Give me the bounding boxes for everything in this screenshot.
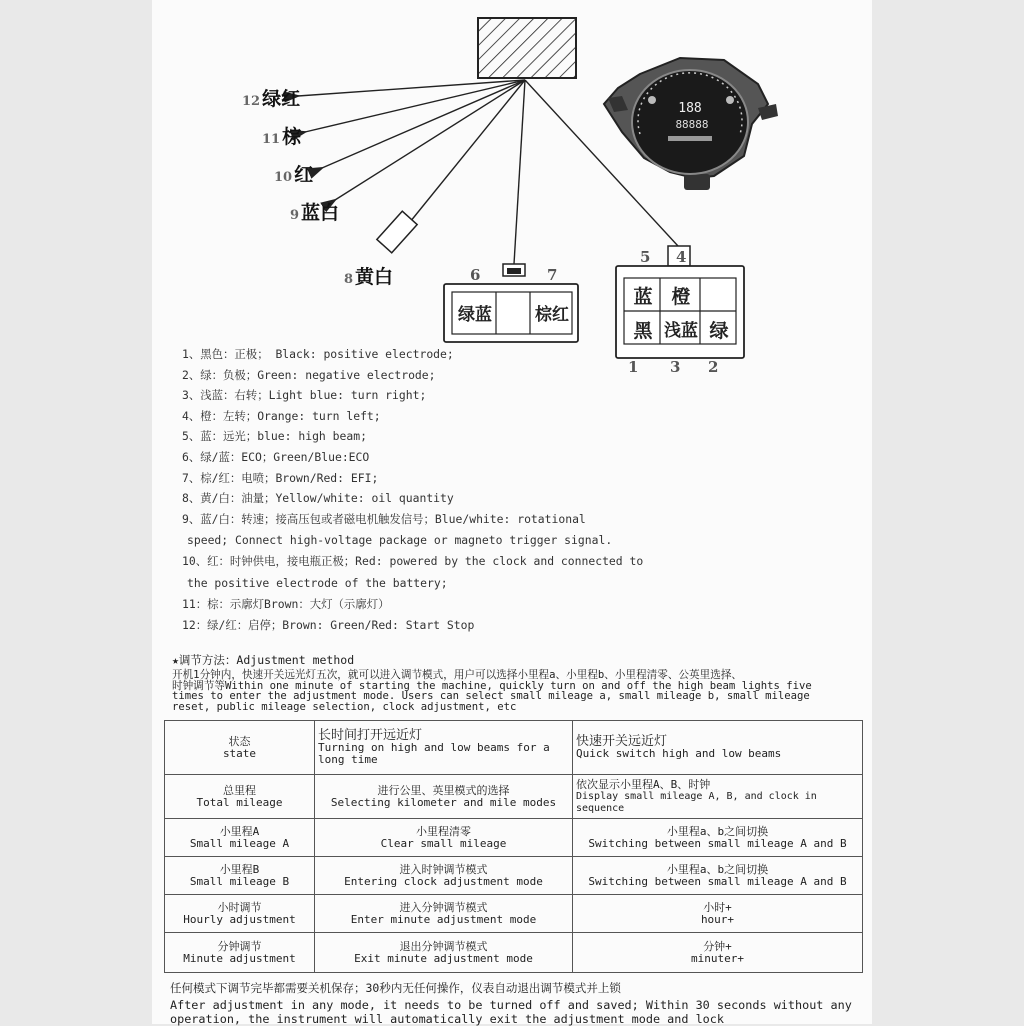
adjustment-table: [164, 720, 863, 973]
wire-description-list: [182, 344, 862, 635]
wire-8-plug: [377, 211, 417, 253]
hatched-block: [478, 18, 576, 78]
adjustment-paragraph: [172, 670, 852, 712]
wire-to-left-connector: [514, 80, 525, 264]
right-connector-cell-r2c2: 浅蓝: [664, 321, 698, 341]
wire-8: [410, 80, 525, 222]
right-connector-cell-r2c1: 黑: [633, 320, 653, 342]
instrument-cluster-icon: [604, 58, 778, 190]
description-line-10-cont: the positive electrode of the battery;: [187, 575, 448, 590]
description-line-6: 6、绿/蓝：ECO；Green/Blue:ECO: [182, 449, 370, 464]
table-row: 分钟调节 Minute adjustment 退出分钟调节模式 Exit minute adjustment mode 分钟+ minuter+: [165, 933, 863, 973]
pin-label-7: 7: [547, 266, 558, 284]
left-connector-latch-inner: [507, 268, 521, 274]
description-line-12: 12：绿/红：启停；Brown: Green/Red: Start Stop: [182, 617, 475, 632]
description-line-3: 3、浅蓝：右转；Light blue: turn right;: [182, 388, 427, 403]
right-connector-cell-r1c2: 橙: [671, 286, 691, 308]
wire-label-10: 10 红: [274, 164, 314, 186]
table-row: 小里程A Small mileage A 小里程清零 Clear small mileage 小里程a、b之间切换 Switching between small mileage A and B: [165, 819, 863, 857]
description-line-9: 9、蓝/白：转速；接高压包或者磁电机触发信号；Blue/white: rotational: [182, 511, 586, 526]
wire-label-9: 9 蓝白: [290, 202, 340, 224]
description-line-11: 11：棕：示廓灯Brown：大灯（示廓灯）: [182, 596, 390, 611]
pin-label-3: 3: [670, 358, 681, 376]
description-line-10: 10、红：时钟供电，接电瓶正极；Red: powered by the clock and connected to: [182, 554, 644, 569]
description-line-7: 7、棕/红：电喷；Brown/Red: EFI;: [182, 470, 379, 485]
footer-en-1: After adjustment in any mode, it needs to be turned off and saved; Within 30 seconds without any: [170, 998, 852, 1012]
adjustment-line-1: 开机1分钟内，快速开关远光灯五次，就可以进入调节模式，用户可以选择小里程a、小里程b、小里程清零、公英里选择、: [172, 669, 743, 681]
pin-label-5: 5: [640, 248, 651, 266]
description-line-9-cont: speed; Connect high-voltage package or magneto trigger signal.: [187, 533, 613, 548]
footer-cn: 任何模式下调节完毕都需要关机保存；30秒内无任何操作，仪表自动退出调节模式并上锁: [170, 981, 621, 995]
adjustment-line-2: 时钟调节等Within one minute of starting the machine, quickly turn on and off the high beam lights five: [172, 679, 812, 692]
gauge-speed-readout: 188: [678, 101, 702, 116]
header-quick-cell: 快速开关远近灯 Quick switch high and low beams: [573, 721, 863, 775]
adjustment-line-3: times to enter the adjustment mode. Users can select small mileage a, small mileage b, small mileage: [172, 690, 810, 702]
adjustment-heading: ★调节方法：Adjustment method: [172, 653, 355, 667]
wire-label-8: 8 黄白: [344, 266, 394, 288]
right-connector-cell-r2c3: 绿: [709, 320, 729, 342]
description-line-4: 4、橙：左转；Orange: turn left;: [182, 408, 381, 423]
pin-label-4: 4: [676, 248, 687, 266]
table-header-row: [165, 721, 863, 775]
table-row: 小里程B Small mileage B 进入时钟调节模式 Entering clock adjustment mode 小里程a、b之间切换 Switching between small mileage A and B: [165, 857, 863, 895]
left-connector-cell-1: 绿蓝: [458, 305, 492, 325]
wire-9: [335, 80, 525, 200]
header-long-cell: 长时间打开远近灯 Turning on high and low beams for a long time: [315, 721, 573, 775]
adjustment-line-4: reset, public mileage selection, clock adjustment, etc: [172, 700, 517, 713]
description-line-1: 1、黑色：正极； Black: positive electrode;: [182, 347, 454, 361]
pin-label-2: 2: [708, 358, 719, 376]
pin-label-6: 6: [470, 266, 481, 284]
table-row: 总里程 Total mileage 进行公里、英里模式的选择 Selecting kilometer and mile modes 依次显示小里程A、B、时钟 Display small mileage A, B, and clock in sequence: [165, 775, 863, 819]
wire-10: [322, 80, 525, 168]
wiring-diagram: [0, 0, 1024, 400]
header-state-cell: 状态 state: [165, 721, 315, 775]
wire-label-12: 12 绿红: [242, 88, 301, 110]
description-line-2: 2、绿：负极；Green: negative electrode;: [182, 367, 436, 382]
gauge-odo-readout: 88888: [675, 118, 709, 131]
description-line-8: 8、黄/白：油量；Yellow/white: oil quantity: [182, 491, 454, 506]
description-line-5: 5、蓝：远光；blue: high beam;: [182, 429, 367, 444]
table-row: 小时调节 Hourly adjustment 进入分钟调节模式 Enter minute adjustment mode 小时+ hour+: [165, 895, 863, 933]
left-connector-cell-3: 棕红: [535, 305, 569, 325]
wire-label-11: 11 棕: [262, 126, 302, 148]
right-connector-cell-r1c1: 蓝: [633, 286, 653, 308]
pin-label-1: 1: [628, 358, 639, 376]
footer-en-2: operation, the instrument will automatically exit the adjustment mode and lock: [170, 1012, 724, 1026]
